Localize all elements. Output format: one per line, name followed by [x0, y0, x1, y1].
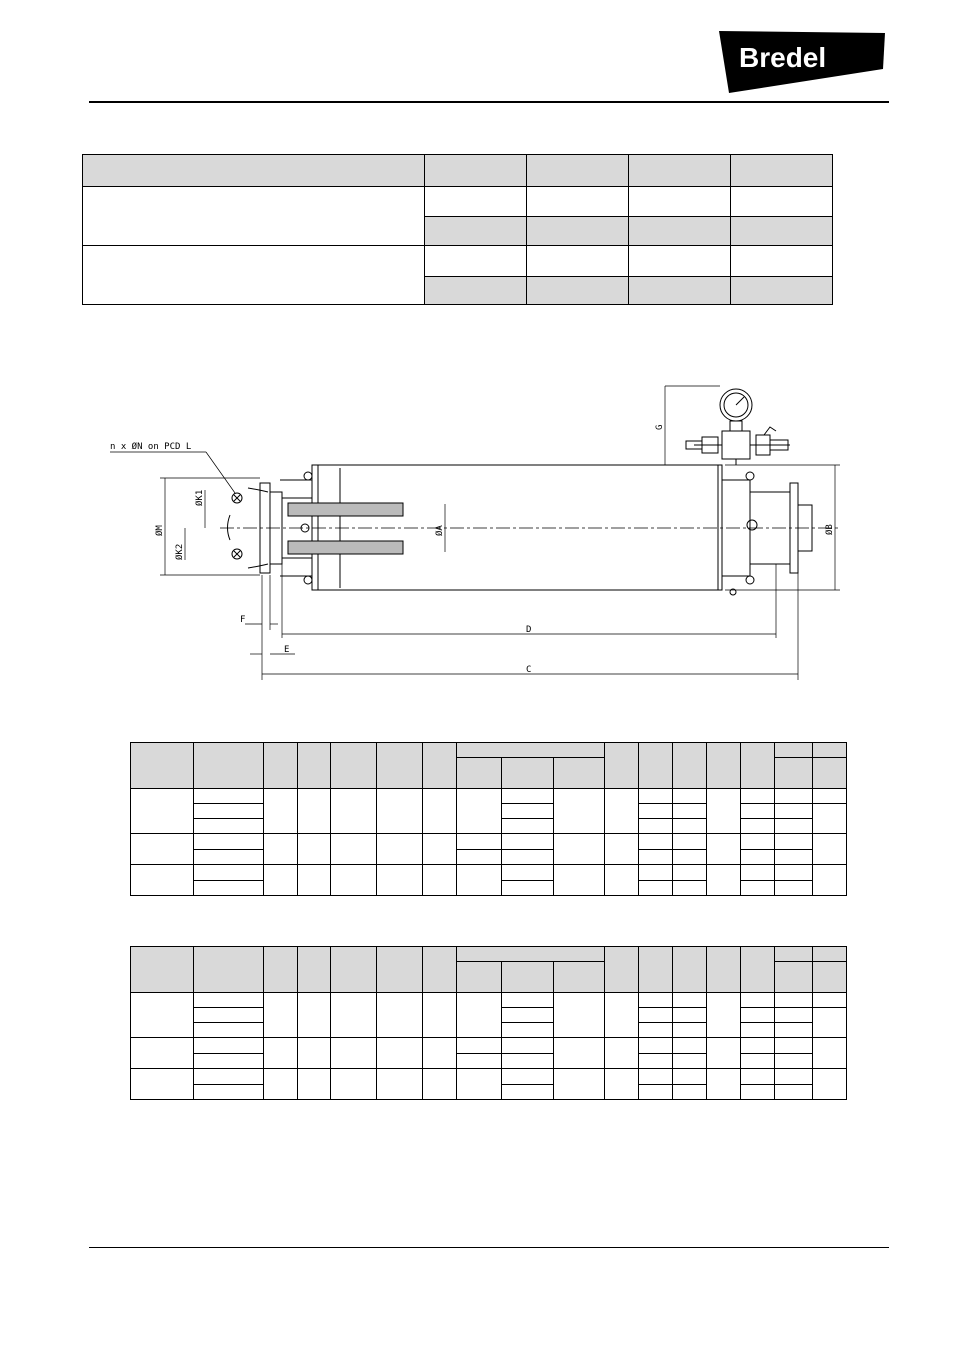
table-cell	[457, 947, 604, 962]
table-cell	[812, 1069, 846, 1100]
table-cell	[377, 1069, 423, 1100]
dimension-table-2	[130, 946, 847, 1100]
spec-cell	[527, 277, 629, 305]
dimension-table-1	[130, 742, 847, 896]
table-cell	[264, 1038, 298, 1069]
table-cell	[331, 1069, 377, 1100]
table-cell	[812, 1008, 846, 1038]
dim-b-label: ØB	[825, 524, 835, 535]
table-cell	[672, 819, 706, 834]
table-cell	[502, 1085, 553, 1100]
table-cell	[812, 865, 846, 896]
table-cell	[706, 947, 740, 993]
table-cell	[638, 743, 672, 789]
table-cell	[423, 1038, 457, 1069]
table-cell	[194, 1054, 264, 1069]
table-cell	[264, 1069, 298, 1100]
table-cell	[502, 819, 553, 834]
spec-cell	[425, 187, 527, 217]
table-cell	[604, 1069, 638, 1100]
table-cell	[502, 993, 553, 1008]
table-cell	[774, 1085, 812, 1100]
table-cell	[502, 1023, 553, 1038]
spec-cell	[629, 277, 731, 305]
table-cell	[774, 758, 812, 789]
table-cell	[194, 743, 264, 789]
table-cell	[264, 993, 298, 1038]
table-cell	[331, 1038, 377, 1069]
table-cell	[604, 743, 638, 789]
table-cell	[423, 947, 457, 993]
table-cell	[457, 1069, 502, 1100]
table-cell	[502, 1038, 553, 1054]
table-cell	[194, 789, 264, 804]
table-cell	[264, 834, 298, 865]
table-cell	[331, 865, 377, 896]
dim-e-label: E	[284, 645, 290, 655]
table-cell	[672, 743, 706, 789]
table-cell	[638, 834, 672, 850]
spec-row-label	[83, 246, 425, 305]
table-cell	[672, 804, 706, 819]
table-cell	[423, 993, 457, 1038]
table-cell	[638, 865, 672, 881]
table-cell	[131, 947, 194, 993]
table-cell	[377, 947, 423, 993]
table-cell	[672, 850, 706, 865]
table-cell	[774, 865, 812, 881]
spec-cell	[731, 246, 833, 277]
dim-d-label: D	[526, 625, 532, 635]
table-cell	[457, 1054, 502, 1069]
spec-header-cell	[731, 155, 833, 187]
table-cell	[194, 834, 264, 850]
table-cell	[638, 1023, 672, 1038]
table-cell	[812, 1038, 846, 1069]
table-cell	[740, 834, 774, 850]
table-cell	[264, 789, 298, 834]
table-cell	[774, 962, 812, 993]
table-cell	[774, 1038, 812, 1054]
table-cell	[553, 1069, 604, 1100]
table-cell	[457, 834, 502, 850]
table-cell	[131, 1038, 194, 1069]
table-cell	[502, 1069, 553, 1085]
table-cell	[298, 865, 331, 896]
table-cell	[194, 947, 264, 993]
table-cell	[812, 743, 846, 758]
table-cell	[553, 834, 604, 865]
table-cell	[457, 865, 502, 896]
dim-g-label: G	[655, 424, 665, 430]
table-cell	[706, 834, 740, 865]
table-cell	[553, 993, 604, 1038]
table-cell	[774, 789, 812, 804]
table-cell	[774, 850, 812, 865]
table-cell	[423, 1069, 457, 1100]
spec-cell	[527, 217, 629, 246]
dim-f-label: F	[240, 615, 246, 625]
table-cell	[298, 1069, 331, 1100]
table-cell	[672, 881, 706, 896]
table-cell	[502, 850, 553, 865]
table-cell	[194, 993, 264, 1008]
table-cell	[774, 1054, 812, 1069]
table-cell	[604, 993, 638, 1038]
spec-cell	[425, 246, 527, 277]
table-cell	[298, 789, 331, 834]
spec-cell	[527, 246, 629, 277]
table-cell	[638, 1054, 672, 1069]
table-cell	[740, 865, 774, 881]
table-cell	[502, 804, 553, 819]
table-cell	[331, 789, 377, 834]
table-cell	[638, 1085, 672, 1100]
table-cell	[377, 743, 423, 789]
table-cell	[740, 1038, 774, 1054]
table-cell	[194, 1069, 264, 1085]
table-cell	[377, 789, 423, 834]
table-cell	[377, 865, 423, 896]
table-cell	[604, 834, 638, 865]
table-cell	[638, 947, 672, 993]
table-cell	[774, 819, 812, 834]
table-cell	[740, 850, 774, 865]
dim-k2-label: ØK2	[175, 543, 185, 560]
table-cell	[638, 993, 672, 1008]
table-cell	[812, 789, 846, 804]
table-cell	[706, 789, 740, 834]
table-cell	[774, 1069, 812, 1085]
brand-logo	[717, 29, 889, 95]
table-cell	[264, 947, 298, 993]
spec-header-cell	[527, 155, 629, 187]
table-cell	[194, 804, 264, 819]
table-cell	[672, 789, 706, 804]
table-cell	[502, 881, 553, 896]
spec-cell	[731, 187, 833, 217]
table-cell	[740, 1085, 774, 1100]
table-cell	[740, 993, 774, 1008]
table-cell	[194, 1023, 264, 1038]
table-cell	[298, 834, 331, 865]
table-cell	[331, 834, 377, 865]
table-cell	[672, 1023, 706, 1038]
brand-name: Bredel	[739, 42, 827, 73]
table-cell	[812, 993, 846, 1008]
table-cell	[604, 947, 638, 993]
table-cell	[672, 1038, 706, 1054]
spec-cell	[629, 217, 731, 246]
table-cell	[423, 789, 457, 834]
table-cell	[672, 993, 706, 1008]
table-cell	[298, 1038, 331, 1069]
dim-m-label: ØM	[155, 525, 165, 536]
table-cell	[131, 834, 194, 865]
table-cell	[706, 743, 740, 789]
table-cell	[423, 743, 457, 789]
table-cell	[672, 1085, 706, 1100]
spec-cell	[731, 277, 833, 305]
table-cell	[331, 743, 377, 789]
table-cell	[706, 865, 740, 896]
table-cell	[672, 1069, 706, 1085]
table-cell	[194, 881, 264, 896]
dim-a-label: ØA	[435, 525, 445, 536]
table-cell	[812, 834, 846, 865]
table-cell	[298, 743, 331, 789]
flange-note-label: n x ØN on PCD L	[110, 442, 192, 452]
table-cell	[740, 1054, 774, 1069]
table-cell	[638, 804, 672, 819]
table-cell	[740, 947, 774, 993]
table-cell	[812, 804, 846, 834]
table-cell	[672, 865, 706, 881]
table-cell	[672, 834, 706, 850]
table-cell	[740, 819, 774, 834]
table-cell	[774, 743, 812, 758]
table-cell	[502, 789, 553, 804]
table-cell	[331, 993, 377, 1038]
table-cell	[774, 947, 812, 962]
table-cell	[131, 1069, 194, 1100]
table-cell	[812, 947, 846, 962]
table-cell	[502, 1008, 553, 1023]
table-cell	[457, 758, 502, 789]
table-cell	[423, 834, 457, 865]
table-cell	[740, 1023, 774, 1038]
table-cell	[672, 1008, 706, 1023]
table-cell	[740, 881, 774, 896]
table-cell	[194, 1038, 264, 1054]
table-cell	[194, 1085, 264, 1100]
table-cell	[457, 850, 502, 865]
table-cell	[706, 1069, 740, 1100]
spec-row-label	[83, 187, 425, 246]
table-cell	[740, 1069, 774, 1085]
table-cell	[298, 947, 331, 993]
table-cell	[553, 1038, 604, 1069]
table-cell	[457, 789, 502, 834]
table-cell	[604, 865, 638, 896]
table-cell	[194, 865, 264, 881]
table-cell	[604, 1038, 638, 1069]
table-cell	[377, 1038, 423, 1069]
table-cell	[638, 1069, 672, 1085]
table-cell	[131, 993, 194, 1038]
table-cell	[638, 819, 672, 834]
spec-cell	[425, 277, 527, 305]
table-cell	[812, 758, 846, 789]
table-cell	[672, 1054, 706, 1069]
table-cell	[457, 743, 604, 758]
spec-cell	[629, 187, 731, 217]
table-cell	[740, 1008, 774, 1023]
table-cell	[457, 993, 502, 1038]
table-cell	[131, 789, 194, 834]
table-cell	[774, 993, 812, 1008]
dim-c-label: C	[526, 665, 532, 675]
header-rule	[89, 101, 889, 103]
table-cell	[502, 758, 553, 789]
table-cell	[638, 881, 672, 896]
table-cell	[604, 789, 638, 834]
table-cell	[131, 865, 194, 896]
table-cell	[553, 962, 604, 993]
table-cell	[706, 993, 740, 1038]
table-cell	[774, 881, 812, 896]
table-cell	[194, 850, 264, 865]
table-cell	[774, 804, 812, 819]
spec-header-cell	[629, 155, 731, 187]
table-cell	[264, 865, 298, 896]
table-cell	[553, 758, 604, 789]
table-cell	[638, 850, 672, 865]
table-cell	[377, 834, 423, 865]
table-cell	[423, 865, 457, 896]
table-cell	[740, 789, 774, 804]
table-cell	[638, 1038, 672, 1054]
spec-cell	[629, 246, 731, 277]
table-cell	[774, 1023, 812, 1038]
table-cell	[194, 1008, 264, 1023]
table-cell	[740, 743, 774, 789]
table-cell	[672, 947, 706, 993]
table-cell	[774, 834, 812, 850]
spec-table	[82, 154, 833, 305]
table-cell	[553, 789, 604, 834]
spec-cell	[731, 217, 833, 246]
footer-rule	[89, 1247, 889, 1248]
spec-cell	[527, 187, 629, 217]
table-cell	[331, 947, 377, 993]
technical-drawing	[100, 380, 860, 680]
table-cell	[706, 1038, 740, 1069]
spec-cell	[425, 217, 527, 246]
table-cell	[194, 819, 264, 834]
table-cell	[502, 962, 553, 993]
table-cell	[638, 1008, 672, 1023]
table-cell	[740, 804, 774, 819]
table-cell	[502, 834, 553, 850]
table-cell	[502, 865, 553, 881]
table-cell	[131, 743, 194, 789]
dim-k1-label: ØK1	[195, 489, 205, 506]
table-cell	[502, 1054, 553, 1069]
table-cell	[774, 1008, 812, 1023]
spec-header-cell	[425, 155, 527, 187]
table-cell	[457, 1038, 502, 1054]
table-cell	[457, 962, 502, 993]
table-cell	[377, 993, 423, 1038]
table-cell	[553, 865, 604, 896]
spec-header-cell	[83, 155, 425, 187]
table-cell	[298, 993, 331, 1038]
table-cell	[812, 962, 846, 993]
table-cell	[638, 789, 672, 804]
table-cell	[264, 743, 298, 789]
